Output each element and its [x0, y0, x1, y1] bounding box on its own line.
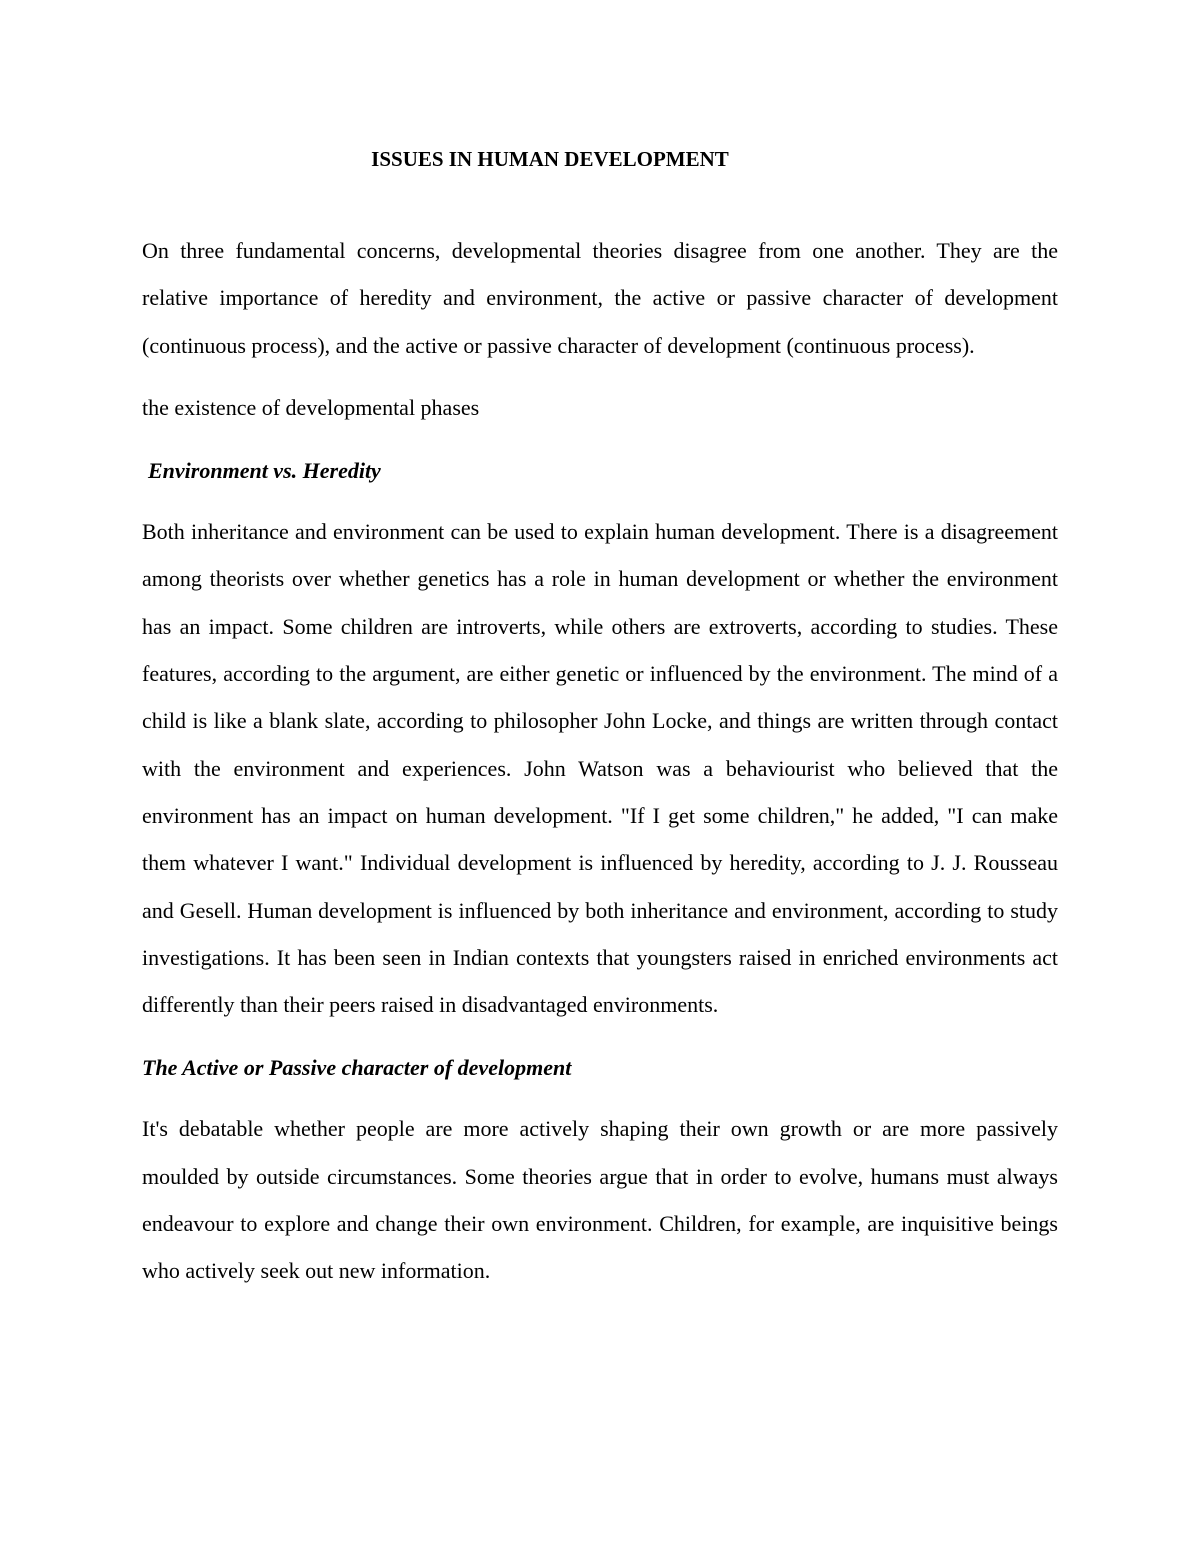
document-page	[142, 138, 1058, 1295]
section-body-environment-heredity: Both inheritance and environment can be used to explain human development. There is a disagreement among theorists over whether genetics has a role in human development or whether the environment has an impact. Some children are introverts, while others are extroverts, according to studies. These features, according to the argument, are either genetic or influenced by the environment. The mind of a child is like a blank slate, according to philosopher John Locke, and things are written through contact with the environment and experiences. John Watson was a behaviourist who believed that the environment has an impact on human development. "If I get some children," he added, "I can make them whatever I want." Individual development is influenced by heredity, according to J. J. Rousseau and Gesell. Human development is influenced by both inheritance and environment, according to study investigations. It has been seen in Indian contexts that youngsters raised in enriched environments act differently than their peers raised in disadvantaged environments.	[142, 519, 1058, 1018]
intro-phases-line: the existence of developmental phases	[142, 394, 480, 420]
intro-paragraph: On three fundamental concerns, developmental theories disagree from one another. They are the relative importance of heredity and environment, the active or passive character of development (continuous process), and the active or passive character of development (continuous process).	[142, 238, 1058, 358]
section-heading-active-passive: The Active or Passive character of development	[142, 1055, 572, 1081]
document-title: ISSUES IN HUMAN DEVELOPMENT	[371, 147, 729, 171]
section-heading-environment-heredity: Environment vs. Heredity	[148, 458, 381, 484]
section-body-active-passive: It's debatable whether people are more actively shaping their own growth or are more passively moulded by outside circumstances. Some theories argue that in order to evolve, humans must always endeavour to explore and change their own environment. Children, for example, are inquisitive beings who actively seek out new information.	[142, 1116, 1058, 1284]
